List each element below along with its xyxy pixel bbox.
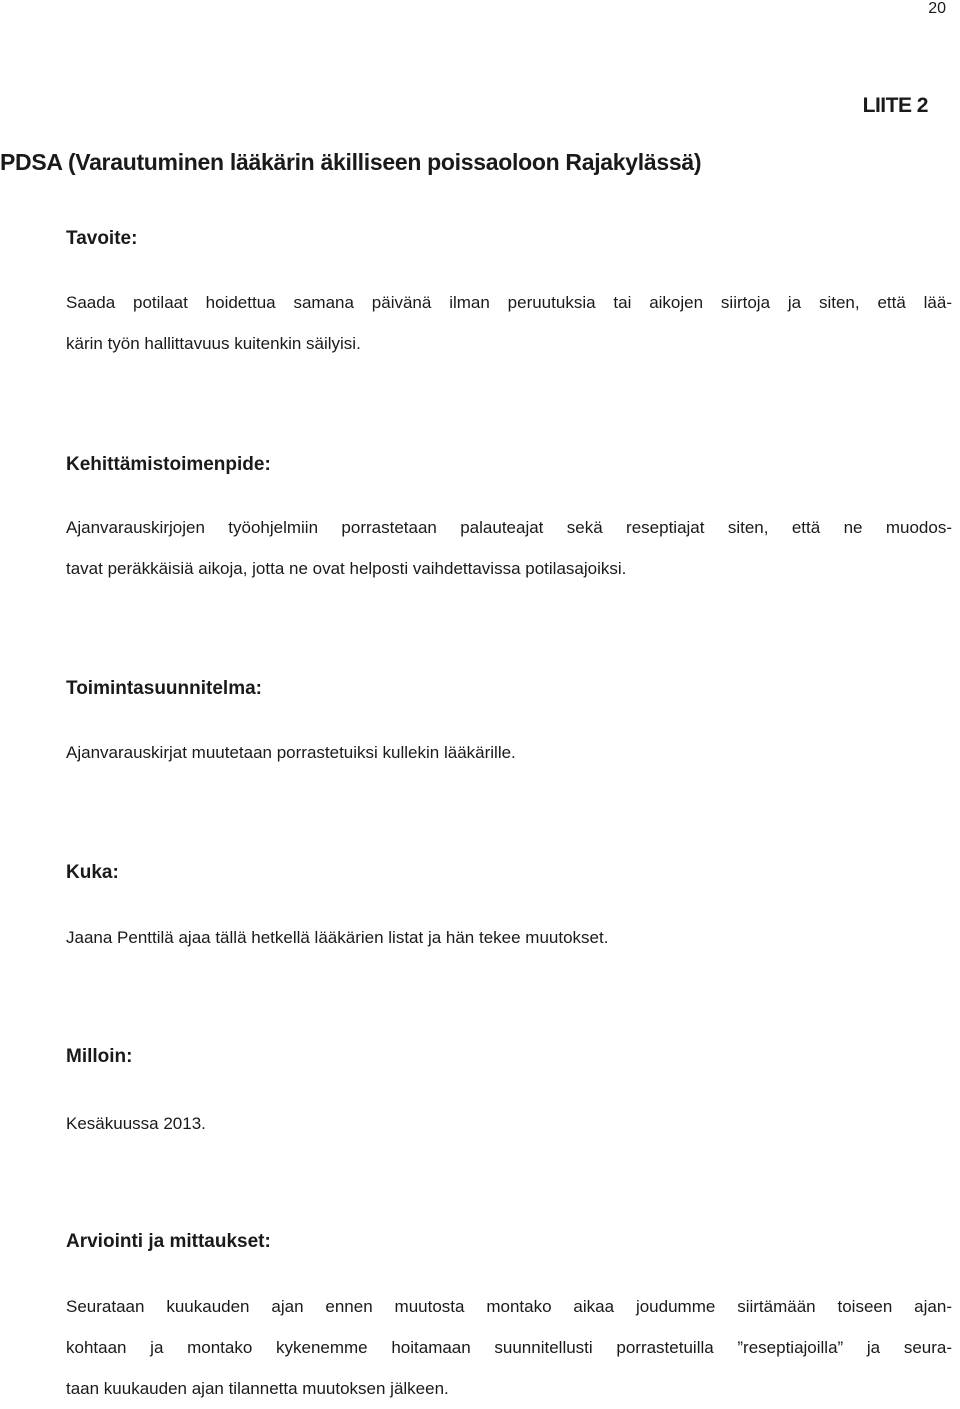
text-line: taan kuukauden ajan tilannetta muutoksen jälkeen. — [66, 1379, 449, 1398]
section-text-evaluation — [66, 1286, 952, 1409]
section-heading-plan: Toimintasuunnitelma: — [66, 678, 262, 699]
page-number: 20 — [928, 0, 946, 17]
text-line: Jaana Penttilä ajaa tällä hetkellä lääkärien listat ja hän tekee muutokset. — [66, 928, 609, 947]
section-heading-action: Kehittämistoimenpide: — [66, 454, 271, 475]
section-text-when — [66, 1103, 952, 1144]
text-line: Kesäkuussa 2013. — [66, 1114, 206, 1133]
text-line: Ajanvarauskirjat muutetaan porrastetuiksi kullekin lääkärille. — [66, 743, 516, 762]
section-text-who — [66, 917, 952, 958]
text-line: kärin työn hallittavuus kuitenkin säilyisi. — [66, 334, 361, 353]
text-line: tavat peräkkäisiä aikoja, jotta ne ovat helposti vaihdettavissa potilasajoiksi. — [66, 559, 627, 578]
document-title: PDSA (Varautuminen lääkärin äkilliseen poissaoloon Rajakylässä) — [0, 149, 702, 175]
text-line: Seurataan kuukauden ajan ennen muutosta montako aikaa joudumme siirtämään toiseen ajan- — [66, 1297, 952, 1316]
appendix-label: LIITE 2 — [862, 94, 928, 117]
section-text-action — [66, 507, 952, 589]
text-line: kohtaan ja montako kykenemme hoitamaan suunnitellusti porrastetuilla ”reseptiajoilla” ja seura- — [66, 1338, 952, 1357]
text-line: Saada potilaat hoidettua samana päivänä ilman peruutuksia tai aikojen siirtoja ja siten, että lää- — [66, 293, 952, 312]
text-line: Ajanvarauskirjojen työohjelmiin porrastetaan palauteajat sekä reseptiajat siten, että ne muodos- — [66, 518, 952, 537]
section-heading-evaluation: Arviointi ja mittaukset: — [66, 1231, 271, 1252]
section-text-plan — [66, 732, 952, 773]
section-heading-who: Kuka: — [66, 862, 119, 883]
section-heading-goal: Tavoite: — [66, 228, 138, 249]
section-heading-when: Milloin: — [66, 1046, 133, 1067]
section-text-goal — [66, 282, 952, 364]
